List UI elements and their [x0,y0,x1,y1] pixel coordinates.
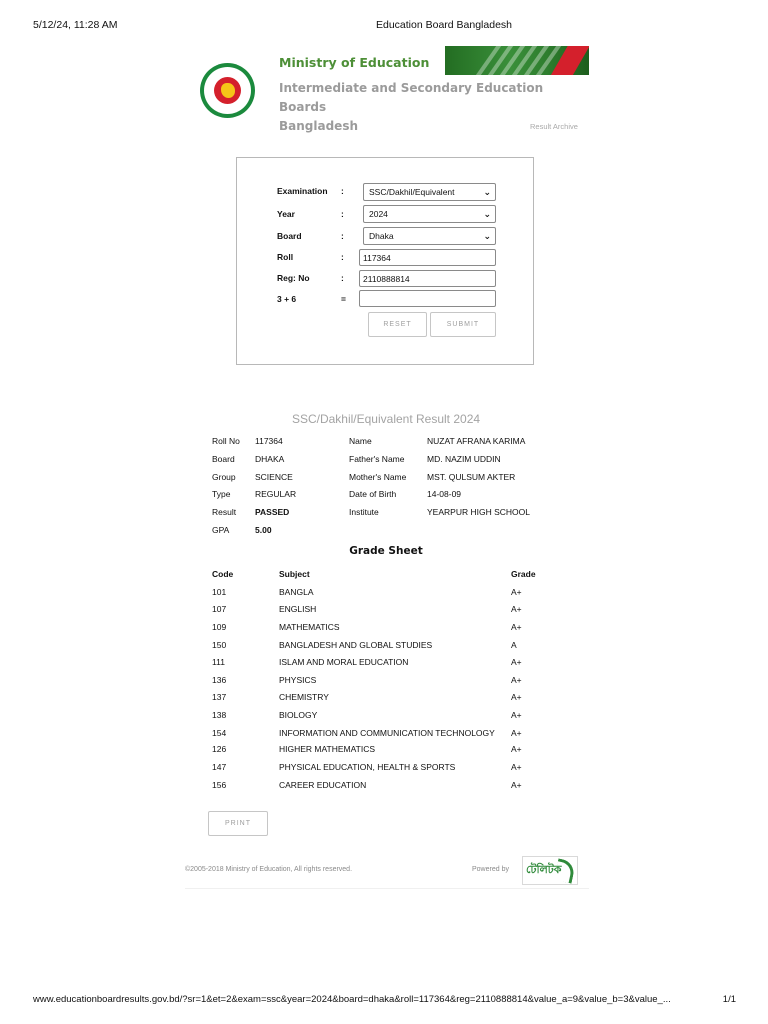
subject-name: BANGLA [279,587,314,597]
roll-input[interactable]: 117364 [359,249,496,266]
subject-grade: A+ [511,604,522,614]
table-row [212,744,552,758]
subject-grade: A+ [511,587,522,597]
subject-grade: A+ [511,622,522,632]
header-banner-icon [445,46,589,75]
year-colon: : [341,209,344,219]
institute-value: YEARPUR HIGH SCHOOL [427,507,530,517]
board-info-label: Board [212,454,235,464]
subject-grade: A+ [511,728,522,738]
code-header: Code [212,569,234,579]
type-value: REGULAR [255,489,297,499]
examination-colon: : [341,186,344,196]
dob-value: 14-08-09 [427,489,462,499]
subject-code: 138 [212,710,227,720]
reg-label: Reg: No [277,273,310,283]
group-value: SCIENCE [255,472,293,482]
subject-name: ENGLISH [279,604,317,614]
board-label: Board [277,231,302,241]
print-button[interactable]: PRINT [208,811,268,836]
print-page-title: Education Board Bangladesh [375,19,513,31]
subject-code: 147 [212,762,227,772]
grade-header: Grade [511,569,536,579]
examination-label: Examination [277,186,328,196]
board-colon: : [341,231,344,241]
mother-name-label: Mother's Name [349,472,407,482]
subject-code: 154 [212,728,227,738]
teletalk-swoosh-icon [554,858,576,883]
table-row [212,710,552,724]
year-value: 2024 [369,209,388,219]
group-label: Group [212,472,236,482]
table-row [212,675,552,689]
copyright-text: ©2005-2018 Ministry of Education, All rights reserved. [185,866,353,873]
chevron-down-icon: ⌄ [483,209,491,219]
subject-code: 156 [212,780,227,790]
subject-grade: A+ [511,657,522,667]
subject-name: ISLAM AND MORAL EDUCATION [279,657,409,667]
reg-colon: : [341,273,344,283]
teletalk-logo-text: টেলিটক [526,864,562,876]
subject-code: 101 [212,587,227,597]
roll-no-label: Roll No [212,436,240,446]
institute-label: Institute [349,507,379,517]
dob-label: Date of Birth [349,489,397,499]
subject-code: 150 [212,640,227,650]
table-row [212,657,552,671]
reg-input[interactable]: 2110888814 [359,270,496,287]
examination-select[interactable] [363,183,496,201]
subject-code: 136 [212,675,227,685]
reset-button[interactable]: RESET [368,312,427,337]
footer-divider [185,888,589,889]
subject-name: INFORMATION AND COMMUNICATION TECHNOLOGY [279,728,495,738]
table-row [212,640,552,654]
subject-code: 126 [212,744,227,754]
print-page-number: 1/1 [722,994,736,1005]
print-datetime: 5/12/24, 11:28 AM [33,19,118,31]
result-value: PASSED [255,507,290,517]
table-row [212,762,552,776]
subject-name: BANGLADESH AND GLOBAL STUDIES [279,640,433,650]
subject-grade: A+ [511,780,522,790]
subject-grade: A+ [511,675,522,685]
subject-header: Subject [279,569,310,579]
subject-name: CHEMISTRY [279,692,329,702]
captcha-input[interactable] [359,290,496,307]
table-row [212,728,552,742]
result-title: SSC/Dakhil/Equivalent Result 2024 [291,412,481,426]
boards-title-line1: Intermediate and Secondary Education Boards [279,81,544,114]
father-name-value: MD. NAZIM UDDIN [427,454,501,464]
name-value: NUZAT AFRANA KARIMA [427,436,526,446]
subject-code: 109 [212,622,227,632]
subject-grade: A+ [511,744,522,754]
subject-name: PHYSICS [279,675,317,685]
year-select[interactable] [363,205,496,223]
roll-no-value: 117364 [255,436,283,446]
table-row [212,622,552,636]
result-archive-link[interactable]: Result Archive [530,122,578,131]
board-info-value: DHAKA [255,454,285,464]
board-select[interactable] [363,227,496,245]
subject-name: MATHEMATICS [279,622,340,632]
subject-code: 137 [212,692,227,702]
year-label: Year [277,209,295,219]
chevron-down-icon: ⌄ [483,231,491,241]
grade-sheet-title: Grade Sheet [349,545,423,557]
mother-name-value: MST. QULSUM AKTER [427,472,516,482]
gpa-label: GPA [212,525,230,535]
table-row [212,780,552,794]
table-row [212,604,552,618]
name-label: Name [349,436,372,446]
submit-button[interactable]: SUBMIT [430,312,496,337]
powered-by-text: Powered by [472,866,509,873]
teletalk-logo-icon[interactable] [522,856,578,885]
subject-name: CAREER EDUCATION [279,780,367,790]
table-row [212,692,552,706]
captcha-label: 3 + 6 [277,294,297,304]
subject-grade: A+ [511,762,522,772]
subject-name: PHYSICAL EDUCATION, HEALTH & SPORTS [279,762,456,772]
subject-name: HIGHER MATHEMATICS [279,744,376,754]
examination-value: SSC/Dakhil/Equivalent [369,187,455,197]
roll-colon: : [341,252,344,262]
type-label: Type [212,489,231,499]
roll-label: Roll [277,252,294,262]
chevron-down-icon: ⌄ [483,187,491,197]
subject-code: 111 [212,657,225,667]
ministry-title: Ministry of Education [279,55,430,70]
captcha-equals: = [341,294,346,304]
print-url: www.educationboardresults.gov.bd/?sr=1&et=2&exam=ssc&year=2024&board=dhaka&roll=117364&reg=2110888814&value_a=9&value_b=3&value_... [33,994,671,1005]
boards-title-line2: Bangladesh [279,119,359,133]
subject-grade: A+ [511,692,522,702]
government-seal-icon [200,63,255,118]
subject-grade: A+ [511,710,522,720]
table-row [212,587,552,601]
subject-code: 107 [212,604,227,614]
subject-grade: A [511,640,517,650]
board-value: Dhaka [369,231,394,241]
father-name-label: Father's Name [349,454,405,464]
result-label: Result [212,507,237,517]
gpa-value: 5.00 [255,525,272,535]
subject-name: BIOLOGY [279,710,318,720]
